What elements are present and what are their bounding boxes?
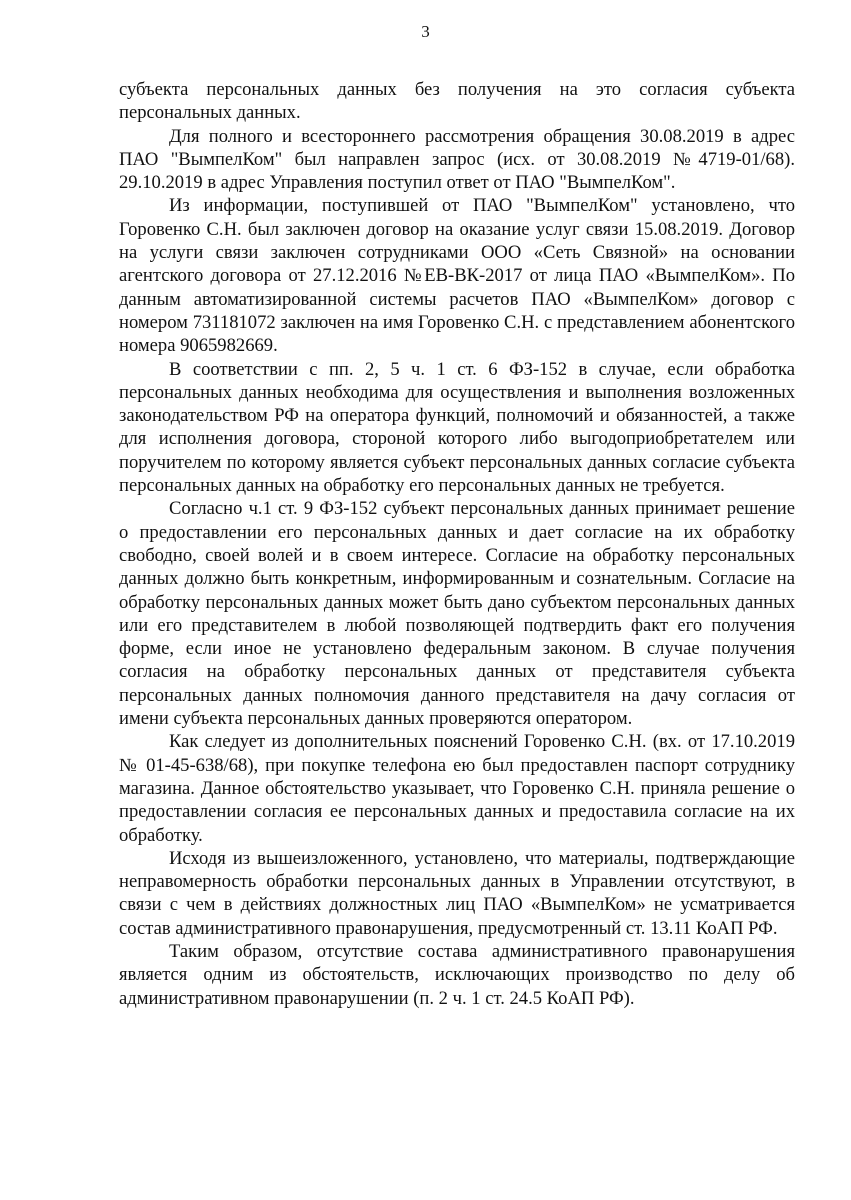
page-number: 3 bbox=[421, 22, 430, 41]
paragraph-final-statement: Таким образом, отсутствие состава административного правонарушения является одним из обстоятельств, исключающих производство по делу об административном правонарушении (п. 2 ч. 1 ст. 24.5 КоАП РФ). bbox=[119, 940, 795, 1009]
paragraph-operator-information: Из информации, поступившей от ПАО "ВымпелКом" установлено, что Горовенко С.Н. был заключен договор на оказание услуг связи 15.08.2019. Договор на услуги связи заключен сотрудниками ООО «Сеть Связной» на основании агентского договора от 27.12.2016 №ЕВ-ВК-2017 от лица ПАО «ВымпелКом». По данным автоматизированной системы расчетов ПАО «ВымпелКом» договор с номером 731181072 заключен на имя Горовенко С.Н. с представлением абонентского номера 9065982669. bbox=[119, 195, 795, 357]
paragraph-continuation: субъекта персональных данных без получения на это согласия субъекта персональных данных. bbox=[119, 79, 795, 124]
paragraph-law-article-6: В соответствии с пп. 2, 5 ч. 1 ст. 6 ФЗ-152 в случае, если обработка персональных данных необходима для осуществления и выполнения возложенных законодательством РФ на оператора функций, полномочий и обязанностей, а также для исполнения договора, стороной которого либо выгодоприобретателем или поручителем по которому является субъект персональных данных согласие субъекта персональных данных на обработку его персональных данных не требуется. bbox=[119, 358, 795, 497]
paragraph-conclusion: Исходя из вышеизложенного, установлено, что материалы, подтверждающие неправомерность обработки персональных данных в Управлении отсутствуют, в связи с чем в действиях должностных лиц ПАО «ВымпелКом» не усматривается состав административного правонарушения, предусмотренный ст. 13.11 КоАП РФ. bbox=[119, 847, 795, 939]
paragraph-request-to-operator: Для полного и всестороннего рассмотрения обращения 30.08.2019 в адрес ПАО "ВымпелКом" был направлен запрос (исх. от 30.08.2019 №4719-01/68). 29.10.2019 в адрес Управления поступил ответ от ПАО "ВымпелКом". bbox=[119, 125, 795, 194]
paragraph-additional-explanations: Как следует из дополнительных пояснений Горовенко С.Н. (вх. от 17.10.2019 № 01-45-638/68), при покупке телефона ею был предоставлен паспорт сотруднику магазина. Данное обстоятельство указывает, что Горовенко С.Н. приняла решение о предоставлении согласия ее персональных данных и предоставила согласие на их обработку. bbox=[119, 731, 795, 846]
document-body bbox=[119, 78, 795, 1010]
paragraph-law-article-9: Согласно ч.1 ст. 9 ФЗ-152 субъект персональных данных принимает решение о предоставлении его персональных данных и дает согласие на их обработку свободно, своей волей и в своем интересе. Согласие на обработку персональных данных должно быть конкретным, информированным и сознательным. Согласие на обработку персональных данных может быть дано субъектом персональных данных или его представителем в любой позволяющей подтвердить факт его получения форме, если иное не установлено федеральным законом. В случае получения согласия на обработку персональных данных от представителя субъекта персональных данных полномочия данного представителя на дачу согласия от имени субъекта персональных данных проверяются оператором. bbox=[119, 498, 795, 730]
